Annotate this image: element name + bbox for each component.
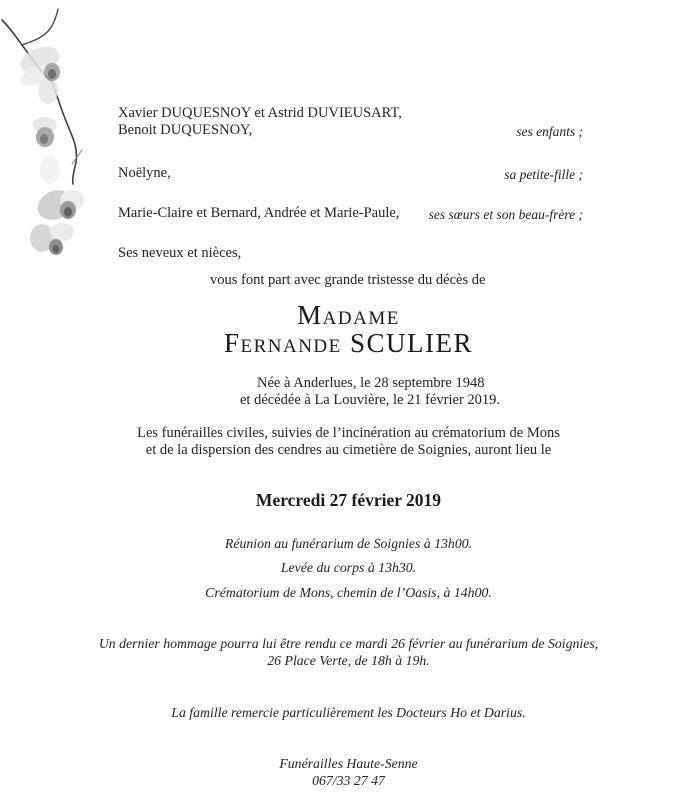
family-line-1: Xavier DUQUESNOY et Astrid DUVIEUSART, — [118, 105, 402, 121]
family-line-5: Ses neveux et nièces, — [118, 245, 242, 261]
schedule-item: Réunion au funérarium de Soignies à 13h00. — [224, 536, 473, 551]
family-line-4: Marie-Claire et Bernard, Andrée et Marie-Paule, — [118, 205, 400, 221]
relation-children: ses enfants ; — [516, 124, 583, 139]
relation-granddaughter: sa petite-fille ; — [504, 167, 583, 182]
funeral-home-phone: 067/33 27 47 — [312, 773, 385, 788]
tribute-line-1: Un dernier hommage pourra lui être rendu ce mardi 26 février au funérarium de Soignies, — [98, 636, 599, 651]
birth-info: Née à Anderlues, le 28 septembre 1948 — [257, 375, 485, 391]
death-info: et décédée à La Louvière, le 21 février 2019. — [240, 392, 501, 408]
funeral-home-name: Funérailles Haute-Senne — [279, 756, 418, 771]
orchid-branch-icon — [0, 0, 110, 280]
deceased-title: Madame — [297, 300, 400, 330]
funeral-text-line-1: Les funérailles civiles, suivies de l’incinération au crématorium de Mons — [137, 425, 560, 441]
family-line-3: Noëlyne, — [118, 165, 171, 181]
schedule-item: Crématorium de Mons, chemin de l’Oasis, à 14h00. — [205, 585, 492, 600]
announcement-text: vous font part avec grande tristesse du décès de — [210, 272, 486, 288]
funeral-date: Mercredi 27 février 2019 — [255, 490, 442, 510]
thanks-text: La famille remercie particulièrement les Docteurs Ho et Darius. — [171, 705, 526, 720]
tribute-line-2: 26 Place Verte, de 18h à 19h. — [267, 653, 430, 668]
funeral-text-line-2: et de la dispersion des cendres au cimetière de Soignies, auront lieu le — [145, 442, 552, 458]
deceased-name: Fernande SCULIER — [223, 328, 474, 358]
relation-siblings: ses sœurs et son beau-frère ; — [428, 207, 583, 222]
family-line-2: Benoit DUQUESNOY, — [118, 122, 253, 138]
schedule-item: Levée du corps à 13h30. — [280, 560, 417, 575]
